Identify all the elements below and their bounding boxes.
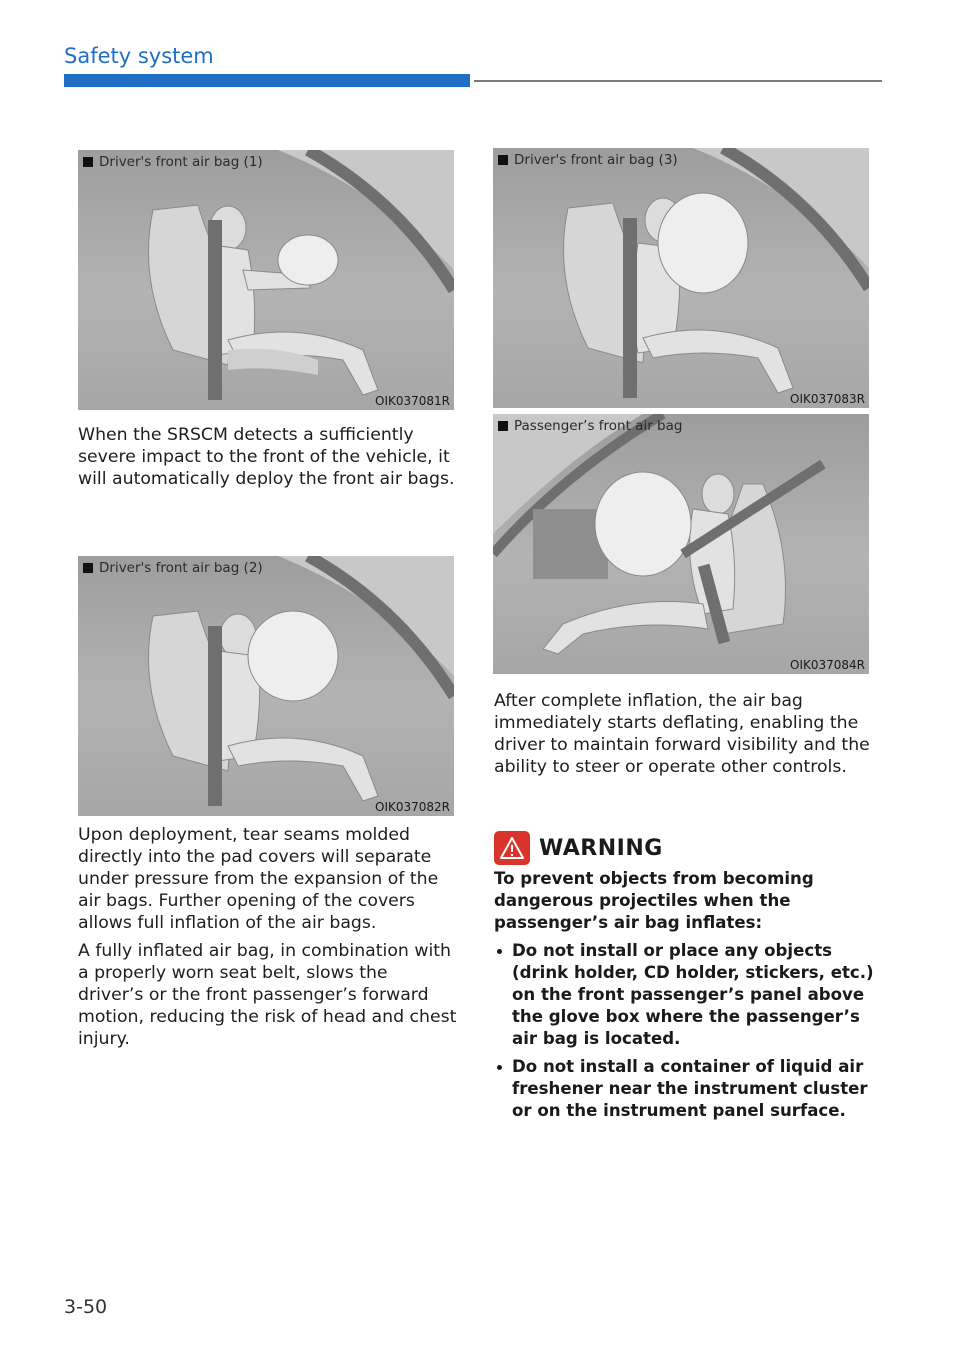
square-bullet-icon xyxy=(498,155,508,165)
figure-caption xyxy=(83,560,263,576)
warning-heading xyxy=(494,831,663,865)
paragraph-text: After complete inflation, the air bag immediately starts deflating, enabling the driver to maintain forward visibility and the ability to steer or operate other controls. xyxy=(494,691,870,777)
header-rule-thin xyxy=(474,80,882,82)
figure-code: OIK037081R xyxy=(375,394,450,408)
figure-code: OIK037084R xyxy=(790,658,865,672)
driver-airbag-3-illustration xyxy=(493,148,869,408)
header-rule-thick xyxy=(64,74,470,87)
driver-airbag-2-illustration xyxy=(78,556,454,816)
paragraph-text: A fully inflated air bag, in combination with a properly worn seat belt, slows the driver’s or the front passenger’s forward motion, reducing the risk of head and chest injury. xyxy=(78,941,457,1049)
driver-airbag-1-illustration xyxy=(78,150,454,410)
page-number: 3-50 xyxy=(64,1296,108,1318)
figure-driver-airbag-2 xyxy=(78,556,454,816)
warning-intro: To prevent objects from becoming dangerous projectiles when the passenger’s air bag inflates: xyxy=(494,869,814,932)
warning-bullet: Do not install or place any objects (drink holder, CD holder, stickers, etc.) on the front passenger’s panel above the glove box where the passenger’s air bag is located. xyxy=(494,940,874,1050)
paragraph-deflation xyxy=(494,690,874,778)
paragraph-text: Upon deployment, tear seams molded directly into the pad covers will separate under pressure from the expansion of the air bags. Further opening of the covers allows full inflation of the air bags. xyxy=(78,825,439,933)
warning-bullet: Do not install a container of liquid air freshener near the instrument cluster or on the instrument panel surface. xyxy=(494,1056,874,1122)
figure-caption-text: Driver's front air bag (2) xyxy=(99,560,263,576)
square-bullet-icon xyxy=(83,157,93,167)
figure-code: OIK037082R xyxy=(375,800,450,814)
warning-body xyxy=(494,868,874,1128)
figure-caption-text: Driver's front air bag (1) xyxy=(99,154,263,170)
warning-list xyxy=(494,940,874,1122)
figure-caption xyxy=(83,154,263,170)
paragraph-srscm xyxy=(78,424,458,490)
figure-caption xyxy=(498,418,682,434)
square-bullet-icon xyxy=(498,421,508,431)
square-bullet-icon xyxy=(83,563,93,573)
paragraph-deployment xyxy=(78,824,458,1050)
section-title: Safety system xyxy=(64,44,214,68)
figure-caption xyxy=(498,152,678,168)
figure-driver-airbag-1 xyxy=(78,150,454,410)
figure-caption-text: Driver's front air bag (3) xyxy=(514,152,678,168)
figure-code: OIK037083R xyxy=(790,392,865,406)
figure-caption-text: Passenger’s front air bag xyxy=(514,418,683,434)
passenger-airbag-illustration xyxy=(493,414,869,674)
paragraph-text: When the SRSCM detects a sufficiently severe impact to the front of the vehicle, it will automatically deploy the front air bags. xyxy=(78,425,455,489)
figure-driver-airbag-3 xyxy=(493,148,869,408)
figure-passenger-airbag xyxy=(493,414,869,674)
warning-triangle-icon xyxy=(494,831,530,865)
warning-label: WARNING xyxy=(539,835,663,861)
